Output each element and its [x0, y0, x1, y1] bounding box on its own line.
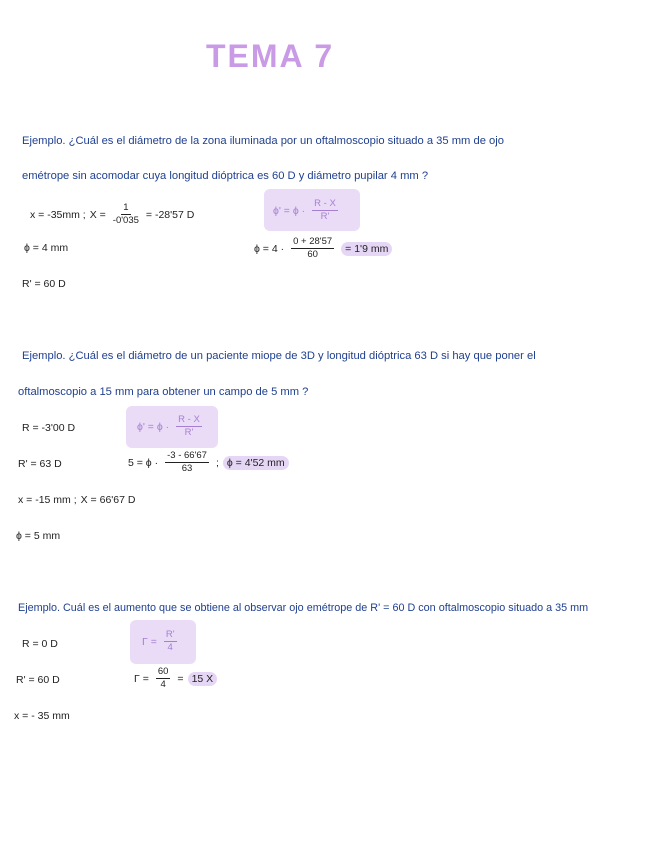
example2-formula-lhs: ϕ' = ϕ ·: [137, 420, 170, 433]
example2-calc-den: 63: [181, 463, 193, 474]
example3-formula-fraction: [164, 629, 177, 654]
example3-calc-den: 4: [160, 679, 166, 690]
example2-Rprime: R' = 63 D: [18, 458, 62, 470]
example1-X-den: -0'035: [112, 215, 139, 226]
example2-formula: [137, 414, 205, 439]
example3-formula-lhs: Γ =: [142, 635, 157, 648]
example1-x: x = -35mm ;: [30, 208, 86, 221]
example2-calc-num: -3 - 66'67: [167, 450, 207, 461]
example2-formula-den: R': [184, 427, 194, 438]
example1-formula-fraction: [312, 198, 338, 223]
example1-calc-den: 60: [307, 249, 318, 260]
example1-calculation: [254, 236, 392, 261]
example1-formula-lhs: ϕ' = ϕ ·: [273, 204, 306, 217]
example3-formula-den: 4: [167, 642, 173, 653]
example1-calc-lhs: ϕ = 4 ·: [254, 242, 285, 255]
example2-X: X = 66'67 D: [80, 494, 136, 506]
example1-formula-den: R': [320, 211, 330, 222]
example3-R: R = 0 D: [22, 638, 58, 650]
example1-X-num: 1: [123, 202, 129, 213]
example1-X-fraction: [113, 202, 139, 227]
example2-x: x = -15 mm ;: [18, 494, 77, 506]
example2-calc-sep: ;: [215, 456, 219, 469]
example3-calculation: Γ = $\frac{60}{4}$ = 15 X: [134, 666, 217, 691]
example1-R: R' = 60 D: [22, 278, 66, 290]
example1-calc-fraction: [291, 236, 334, 261]
page-title: TEMA 7: [206, 38, 335, 74]
example3-x: x = - 35 mm: [14, 710, 70, 722]
example3-formula-num: R': [165, 629, 175, 640]
example1-formula-num: R - X: [314, 198, 336, 209]
example2-x-line: [18, 494, 135, 506]
example3-calc-num: 60: [157, 666, 169, 677]
example1-X-lhs: X =: [89, 208, 106, 221]
example1-calc-result: = 1'9 mm: [341, 242, 392, 256]
example1-phi: ϕ = 4 mm: [24, 242, 69, 254]
example2-calculation: [128, 450, 289, 475]
example3-formula: [142, 629, 180, 654]
example2-formula-num: R - X: [178, 414, 200, 425]
example3-question-line1: Ejemplo. Cuál es el aumento que se obtiene al observar ojo emétrope de R' = 60 D con oftalmoscopio situado a 35 mm: [18, 602, 589, 614]
example1-formula: [273, 198, 341, 223]
example2-question-line2: oftalmoscopio a 15 mm para obtener un campo de 5 mm ?: [18, 386, 309, 398]
example1-question-line1: Ejemplo. ¿Cuál es el diámetro de la zona iluminada por un oftalmoscopio situado a 35 mm de ojo: [22, 135, 504, 147]
example1-calc-num: 0 + 28'57: [293, 236, 333, 247]
example2-calc-result: ϕ = 4'52 mm: [223, 456, 289, 470]
example2-calc-fraction: [165, 450, 209, 475]
example3-Rprime: R' = 60 D: [16, 674, 60, 686]
example2-R: R = -3'00 D: [22, 422, 76, 434]
example2-calc-lhs: 5 = ϕ ·: [128, 456, 159, 469]
example2-phi: ϕ = 5 mm: [16, 530, 61, 542]
example3-calc-fraction: [156, 666, 171, 691]
example1-x-line: [30, 202, 194, 227]
example1-X-result: = -28'57 D: [145, 208, 195, 221]
example1-question-line2: emétrope sin acomodar cuya longitud dióptrica es 60 D y diámetro pupilar 4 mm ?: [22, 170, 429, 182]
example3-calc-result: 15 X: [188, 672, 218, 686]
example3-calc-lhs: Γ =: [134, 672, 149, 685]
example2-question-line1: Ejemplo. ¿Cuál es el diámetro de un paciente miope de 3D y longitud dióptrica 63 D si hay que poner el: [22, 350, 536, 362]
example2-formula-fraction: [176, 414, 202, 439]
